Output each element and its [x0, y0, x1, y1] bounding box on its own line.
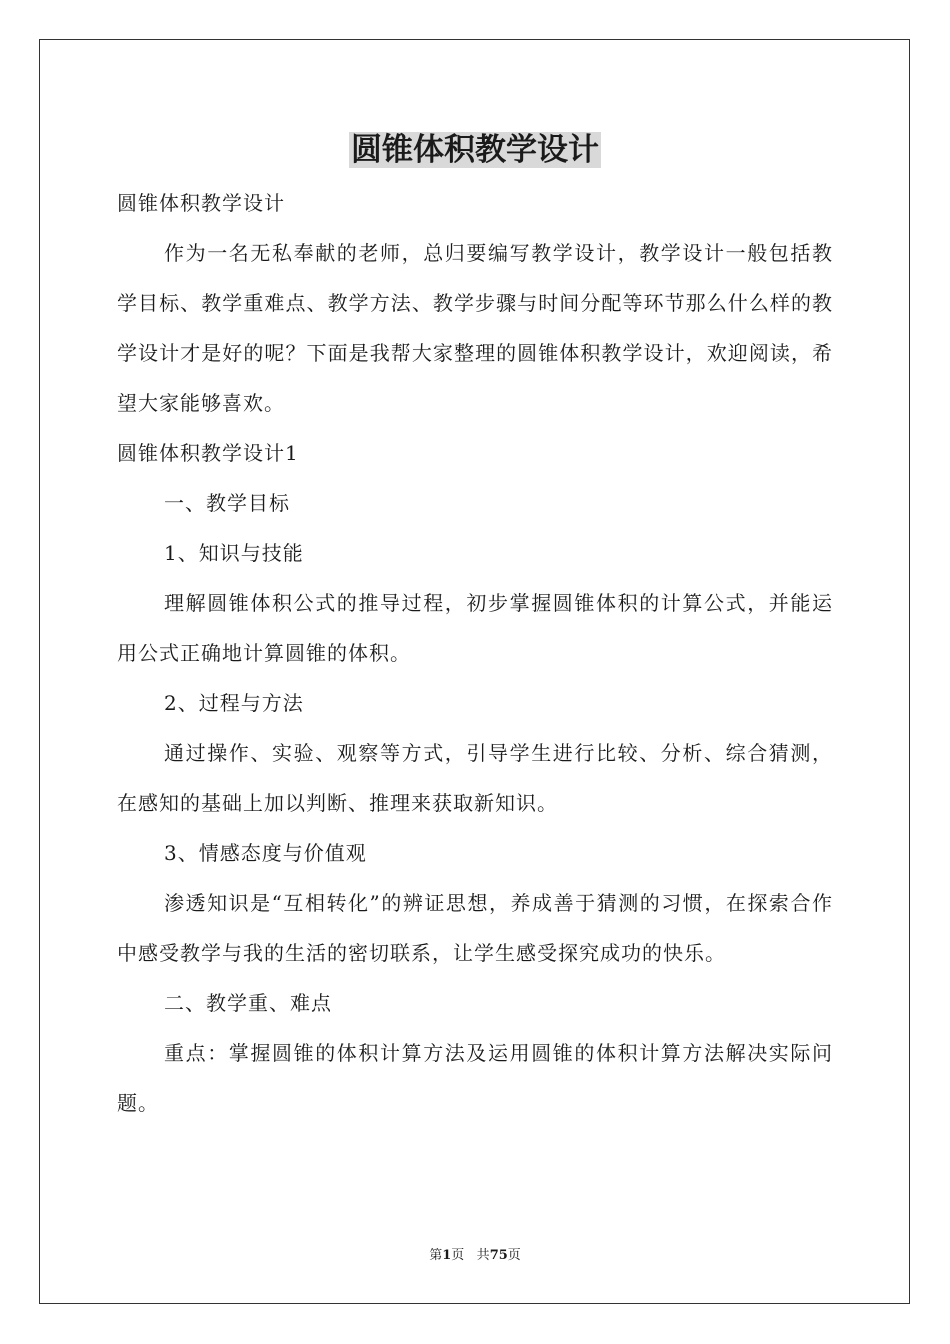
paragraph-knowledge-skills: 理解圆锥体积公式的推导过程，初步掌握圆锥体积的计算公式，并能运用公式正确地计算圆锥的体积。: [117, 591, 833, 665]
subheading-knowledge-skills: 1、知识与技能: [164, 541, 304, 565]
total-prefix: 共: [476, 1248, 490, 1263]
section-heading: 圆锥体积教学设计1: [117, 441, 299, 465]
total-suffix: 页: [507, 1248, 521, 1263]
heading-teaching-goals: 一、教学目标: [164, 491, 290, 515]
total-pages: 75: [489, 1248, 508, 1263]
paragraph-process-method: 通过操作、实验、观察等方式，引导学生进行比较、分析、综合猜测，在感知的基础上加以判断、推理来获取新知识。: [117, 741, 833, 815]
paragraph-intro: 作为一名无私奉献的老师，总归要编写教学设计，教学设计一般包括教学目标、教学重难点、教学方法、教学步骤与时间分配等环节那么什么样的教学设计才是好的呢？下面是我帮大家整理的圆锥体积教学设计，欢迎阅读，希望大家能够喜欢。: [117, 241, 833, 415]
paragraph-key-points: 重点：掌握圆锥的体积计算方法及运用圆锥的体积计算方法解决实际问题。: [117, 1041, 833, 1115]
page-number: 1: [442, 1248, 452, 1263]
heading-key-points: 二、教学重、难点: [164, 991, 332, 1015]
subheading-values: 3、情感态度与价值观: [164, 841, 367, 865]
page-suffix: 页: [451, 1248, 465, 1263]
paragraph-values: 渗透知识是“互相转化”的辨证思想，养成善于猜测的习惯，在探索合作中感受教学与我的生活的密切联系，让学生感受探究成功的快乐。: [117, 891, 833, 965]
document-body: [117, 178, 833, 1128]
paragraph-subtitle: 圆锥体积教学设计: [117, 191, 285, 215]
document-title-text: 圆锥体积教学设计: [351, 132, 599, 168]
page-footer: [0, 1246, 950, 1266]
document-title: [0, 126, 950, 174]
page-prefix: 第: [429, 1248, 443, 1263]
subheading-process-method: 2、过程与方法: [164, 691, 304, 715]
